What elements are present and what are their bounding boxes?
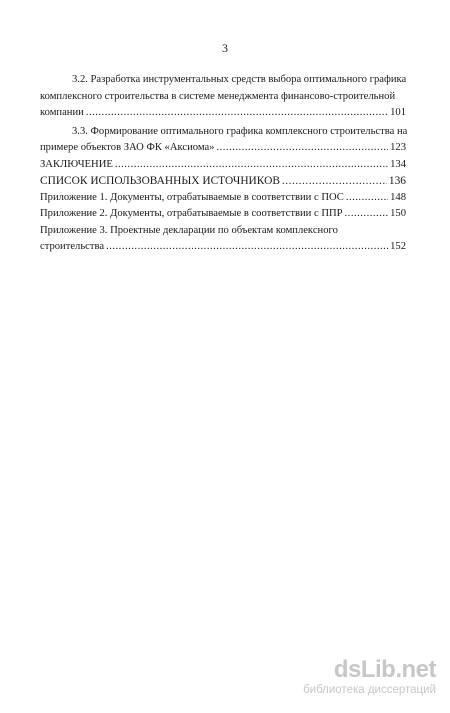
toc-leader-line — [40, 173, 406, 190]
toc-dot-leader — [115, 157, 388, 174]
toc-dot-leader — [346, 190, 388, 207]
toc-entry-appendix-2[interactable] — [40, 206, 406, 223]
toc-entry-title: Приложение 2. Документы, отрабатываемые в соответствии с ППР — [40, 208, 343, 219]
toc-entry-title-line: 3.2. Разработка инструментальных средств выбора оптимального графика — [72, 74, 407, 85]
toc-leader-line — [40, 105, 406, 122]
toc-entry-conclusion[interactable] — [40, 157, 406, 174]
toc-entry-appendix-3[interactable] — [40, 223, 406, 256]
watermark-logo: dsLib.net — [333, 656, 436, 683]
toc-page-number: 134 — [390, 158, 406, 170]
toc-dot-leader — [282, 173, 387, 190]
table-of-contents — [40, 72, 406, 256]
toc-page-number: 123 — [390, 142, 406, 153]
toc-leader-line — [40, 206, 406, 223]
toc-page-number: 136 — [388, 175, 406, 187]
toc-dot-leader — [216, 140, 388, 157]
toc-entry-references[interactable] — [40, 173, 406, 190]
toc-dot-leader — [345, 206, 389, 223]
toc-entry-title: ЗАКЛЮЧЕНИЕ — [40, 158, 113, 170]
toc-entry-title: СПИСОК ИСПОЛЬЗОВАННЫХ ИСТОЧНИКОВ — [40, 175, 280, 187]
toc-page-number: 101 — [390, 107, 406, 118]
toc-entry-3-3[interactable] — [40, 124, 406, 157]
toc-entry-title: Приложение 1. Документы, отрабатываемые в соответствии с ПОС — [40, 191, 344, 203]
watermark-subtitle: библиотека диссертаций — [303, 684, 436, 696]
toc-dot-leader — [106, 239, 388, 256]
toc-entry-title-line: комплексного строительства в системе менеджмента финансово-строительной — [40, 90, 396, 102]
toc-page-number: 152 — [390, 241, 406, 252]
toc-leader-line — [40, 239, 406, 256]
toc-entry-3-2[interactable] — [40, 72, 406, 122]
toc-leader-line — [40, 140, 406, 157]
toc-entry-title-line: Приложение 3. Проектные декларации по объектам комплексного — [40, 224, 338, 236]
toc-entry-appendix-1[interactable] — [40, 190, 406, 207]
toc-entry-title-line: компании — [40, 107, 84, 118]
site-watermark — [303, 658, 436, 697]
toc-entry-title-line: примере объектов ЗАО ФК «Аксиома» — [40, 142, 215, 153]
toc-entry-title-line: 3.3. Формирование оптимального графика комплексного строительства на — [72, 125, 408, 137]
toc-entry-title-line: строительства — [40, 241, 105, 252]
toc-page-number: 150 — [390, 208, 406, 219]
toc-dot-leader — [86, 105, 388, 122]
toc-page-number: 148 — [390, 191, 406, 203]
toc-leader-line — [40, 157, 406, 174]
toc-leader-line — [40, 190, 406, 207]
page-number: 3 — [222, 41, 228, 55]
